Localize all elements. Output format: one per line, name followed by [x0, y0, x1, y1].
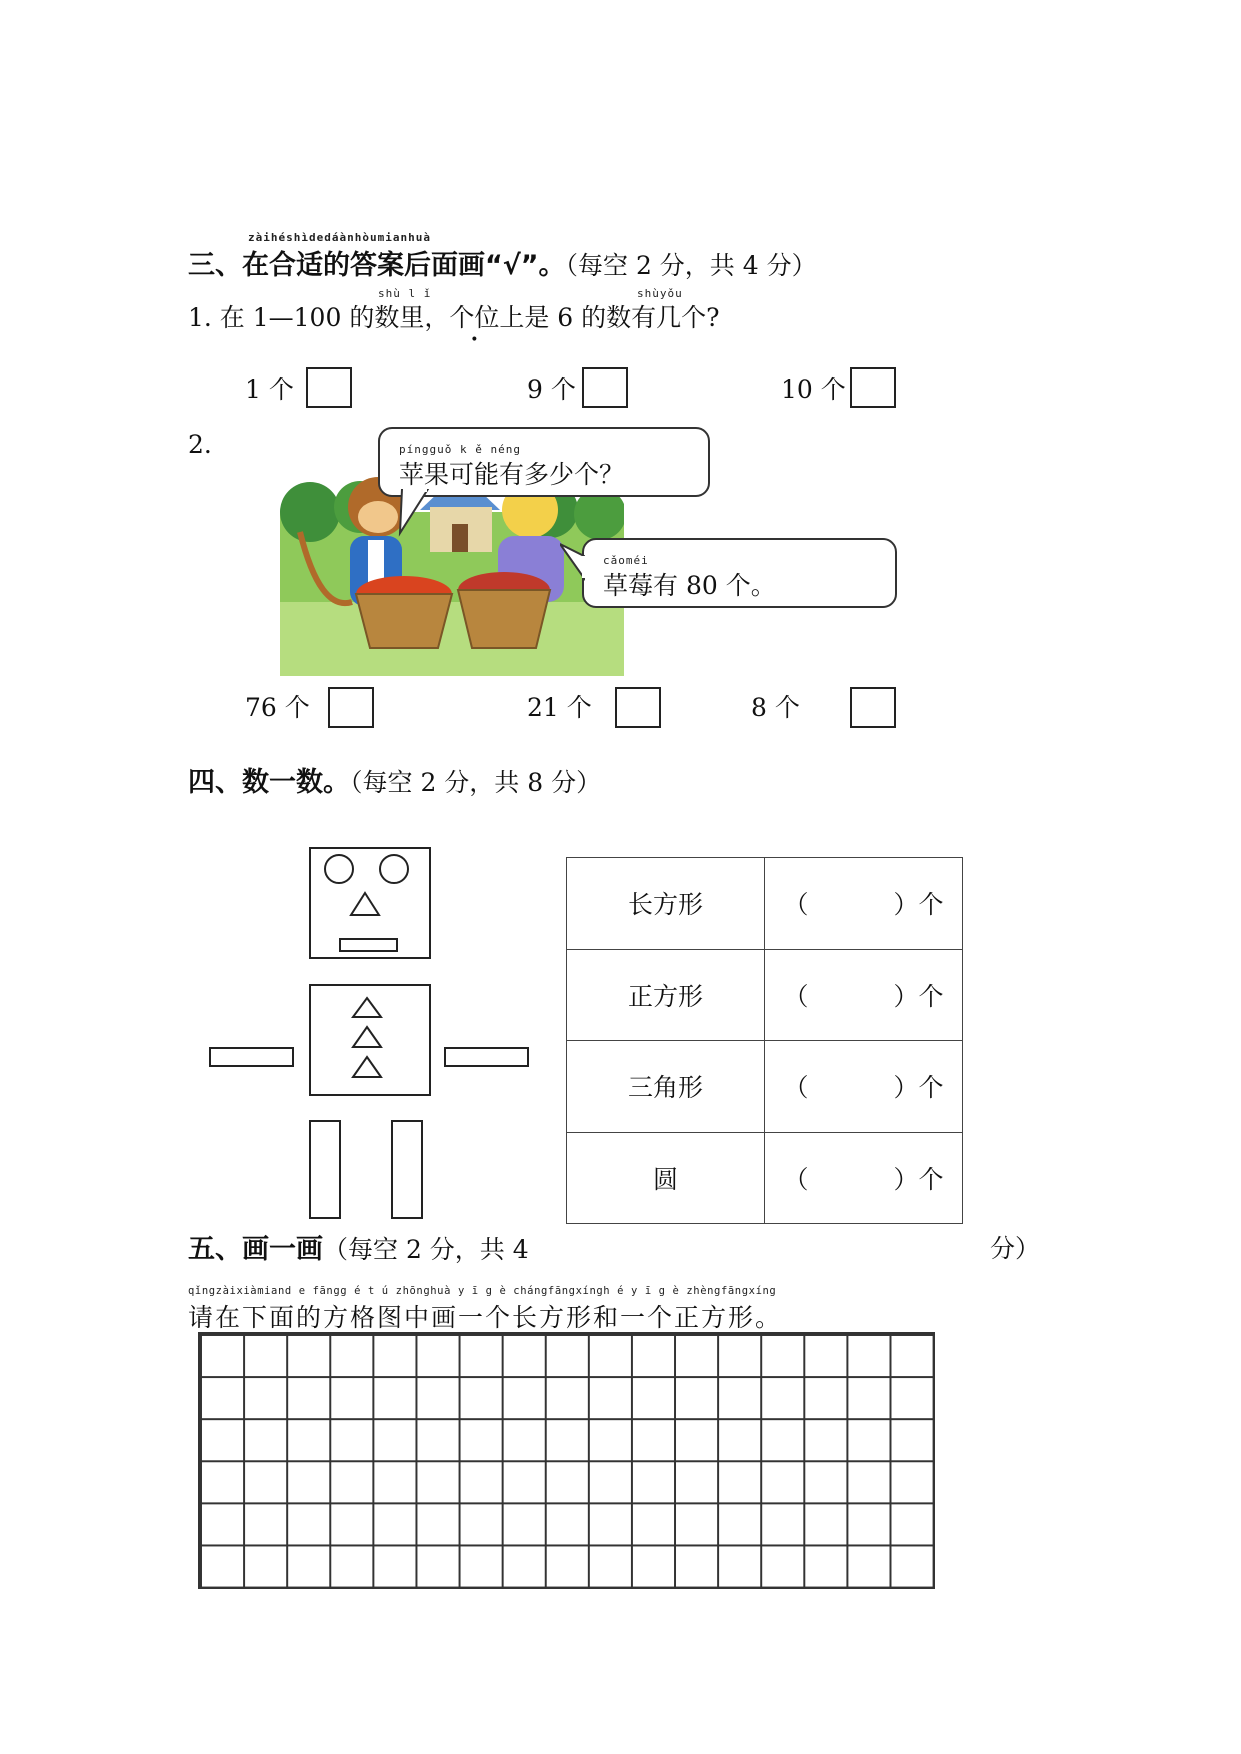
speech-bubble-cat: [582, 538, 897, 608]
answer-cell[interactable]: [765, 858, 963, 950]
robot-body-triangle-1: [353, 998, 381, 1017]
robot-mouth: [340, 939, 397, 951]
section3-title-pinyin: zàihéshìdedáànhòumianhuà: [248, 231, 431, 244]
q2-number: 2.: [188, 430, 212, 459]
q2-option-1-label: 76 个: [245, 693, 310, 722]
shape-count-table: [566, 857, 963, 1224]
answer-cell[interactable]: [765, 949, 963, 1041]
close-paren-unit: ）个: [893, 1073, 944, 1103]
bubble1-text: 苹果可能有多少个？: [399, 460, 625, 489]
section5-title: 五、画一画: [188, 1234, 323, 1265]
bubble1-pinyin: píngguǒ k ě néng: [399, 443, 521, 456]
bubble1-tail: [380, 489, 440, 537]
q1-suffix: 上是 6 的数有几个?: [499, 303, 720, 332]
answer-cell[interactable]: [765, 1132, 963, 1224]
section4-heading: [188, 760, 601, 799]
section5-instruction-pinyin: qǐngzàixiàmiand e fāngg é t ú zhōnghuà y ī g è chángfāngxíngh é y ī g è zhèngfāngxíng: [188, 1285, 777, 1297]
open-paren: （: [783, 890, 809, 920]
q1-emphasis: 个位: [449, 303, 500, 332]
q1-option-3-label: 10 个: [781, 375, 846, 404]
table-row: [567, 858, 963, 950]
q1-prefix: 1. 在 1—100 的数里，: [188, 303, 450, 332]
robot-head: [310, 848, 430, 958]
bubble2-tail: [560, 534, 596, 584]
section5-score-a: （每空 2 分，共 4: [323, 1235, 529, 1264]
shape-name-cell: 圆: [567, 1132, 765, 1224]
close-paren-unit: ）个: [893, 1164, 944, 1194]
robot-right-leg: [392, 1121, 422, 1218]
robot-right-arm: [445, 1048, 528, 1066]
robot-left-eye: [325, 855, 353, 883]
robot-left-leg: [310, 1121, 340, 1218]
close-paren-unit: ）个: [893, 890, 944, 920]
speech-bubble-monkey: [378, 427, 710, 497]
table-row: [567, 949, 963, 1041]
q1-option-1-checkbox[interactable]: [306, 367, 352, 408]
close-paren-unit: ）个: [893, 981, 944, 1011]
bubble2-text: 草莓有 80 个。: [603, 571, 776, 600]
table-row: [567, 1132, 963, 1224]
shape-name-cell: 三角形: [567, 1041, 765, 1133]
robot-left-arm: [210, 1048, 293, 1066]
q1-option-1-label: 1 个: [245, 375, 294, 404]
robot-right-eye: [380, 855, 408, 883]
open-paren: （: [783, 1073, 809, 1103]
robot-body-triangle-2: [353, 1027, 381, 1047]
q2-option-2-checkbox[interactable]: [615, 687, 661, 728]
open-paren: （: [783, 981, 809, 1011]
shape-name-cell: 长方形: [567, 858, 765, 950]
q1-question: [188, 298, 720, 334]
shape-name-cell: 正方形: [567, 949, 765, 1041]
robot-body-triangle-3: [353, 1057, 381, 1077]
q1-option-2-checkbox[interactable]: [582, 367, 628, 408]
section3-title: 三、在合适的答案后面画“√”。: [188, 250, 566, 281]
q2-option-2-label: 21 个: [527, 693, 592, 722]
bubble2-pinyin: cǎoméi: [603, 554, 649, 567]
q2-option-3-checkbox[interactable]: [850, 687, 896, 728]
q1-option-3-checkbox[interactable]: [850, 367, 896, 408]
q2-option-3-label: 8 个: [751, 693, 800, 722]
section5-instruction: 请在下面的方格图中画一个长方形和一个正方形。: [188, 1303, 783, 1332]
section5-heading: [188, 1227, 529, 1266]
q1-pinyin-shuli: shù l ǐ: [378, 287, 432, 300]
section4-title: 四、数一数。: [188, 767, 350, 798]
q1-pinyin-shuyou: shùyǒu: [637, 287, 683, 300]
q1-option-2-label: 9 个: [527, 375, 576, 404]
section3-score: （每空 2 分，共 4 分）: [565, 251, 817, 280]
robot-shapes-figure: [205, 845, 535, 1223]
drawing-grid[interactable]: [198, 1332, 935, 1589]
section4-score: （每空 2 分，共 8 分）: [350, 768, 602, 797]
answer-cell[interactable]: [765, 1041, 963, 1133]
table-row: [567, 1041, 963, 1133]
robot-nose: [351, 893, 379, 915]
q2-option-1-checkbox[interactable]: [328, 687, 374, 728]
section3-heading: [188, 243, 817, 282]
open-paren: （: [783, 1164, 809, 1194]
section5-score-b: 分）: [990, 1234, 1041, 1263]
